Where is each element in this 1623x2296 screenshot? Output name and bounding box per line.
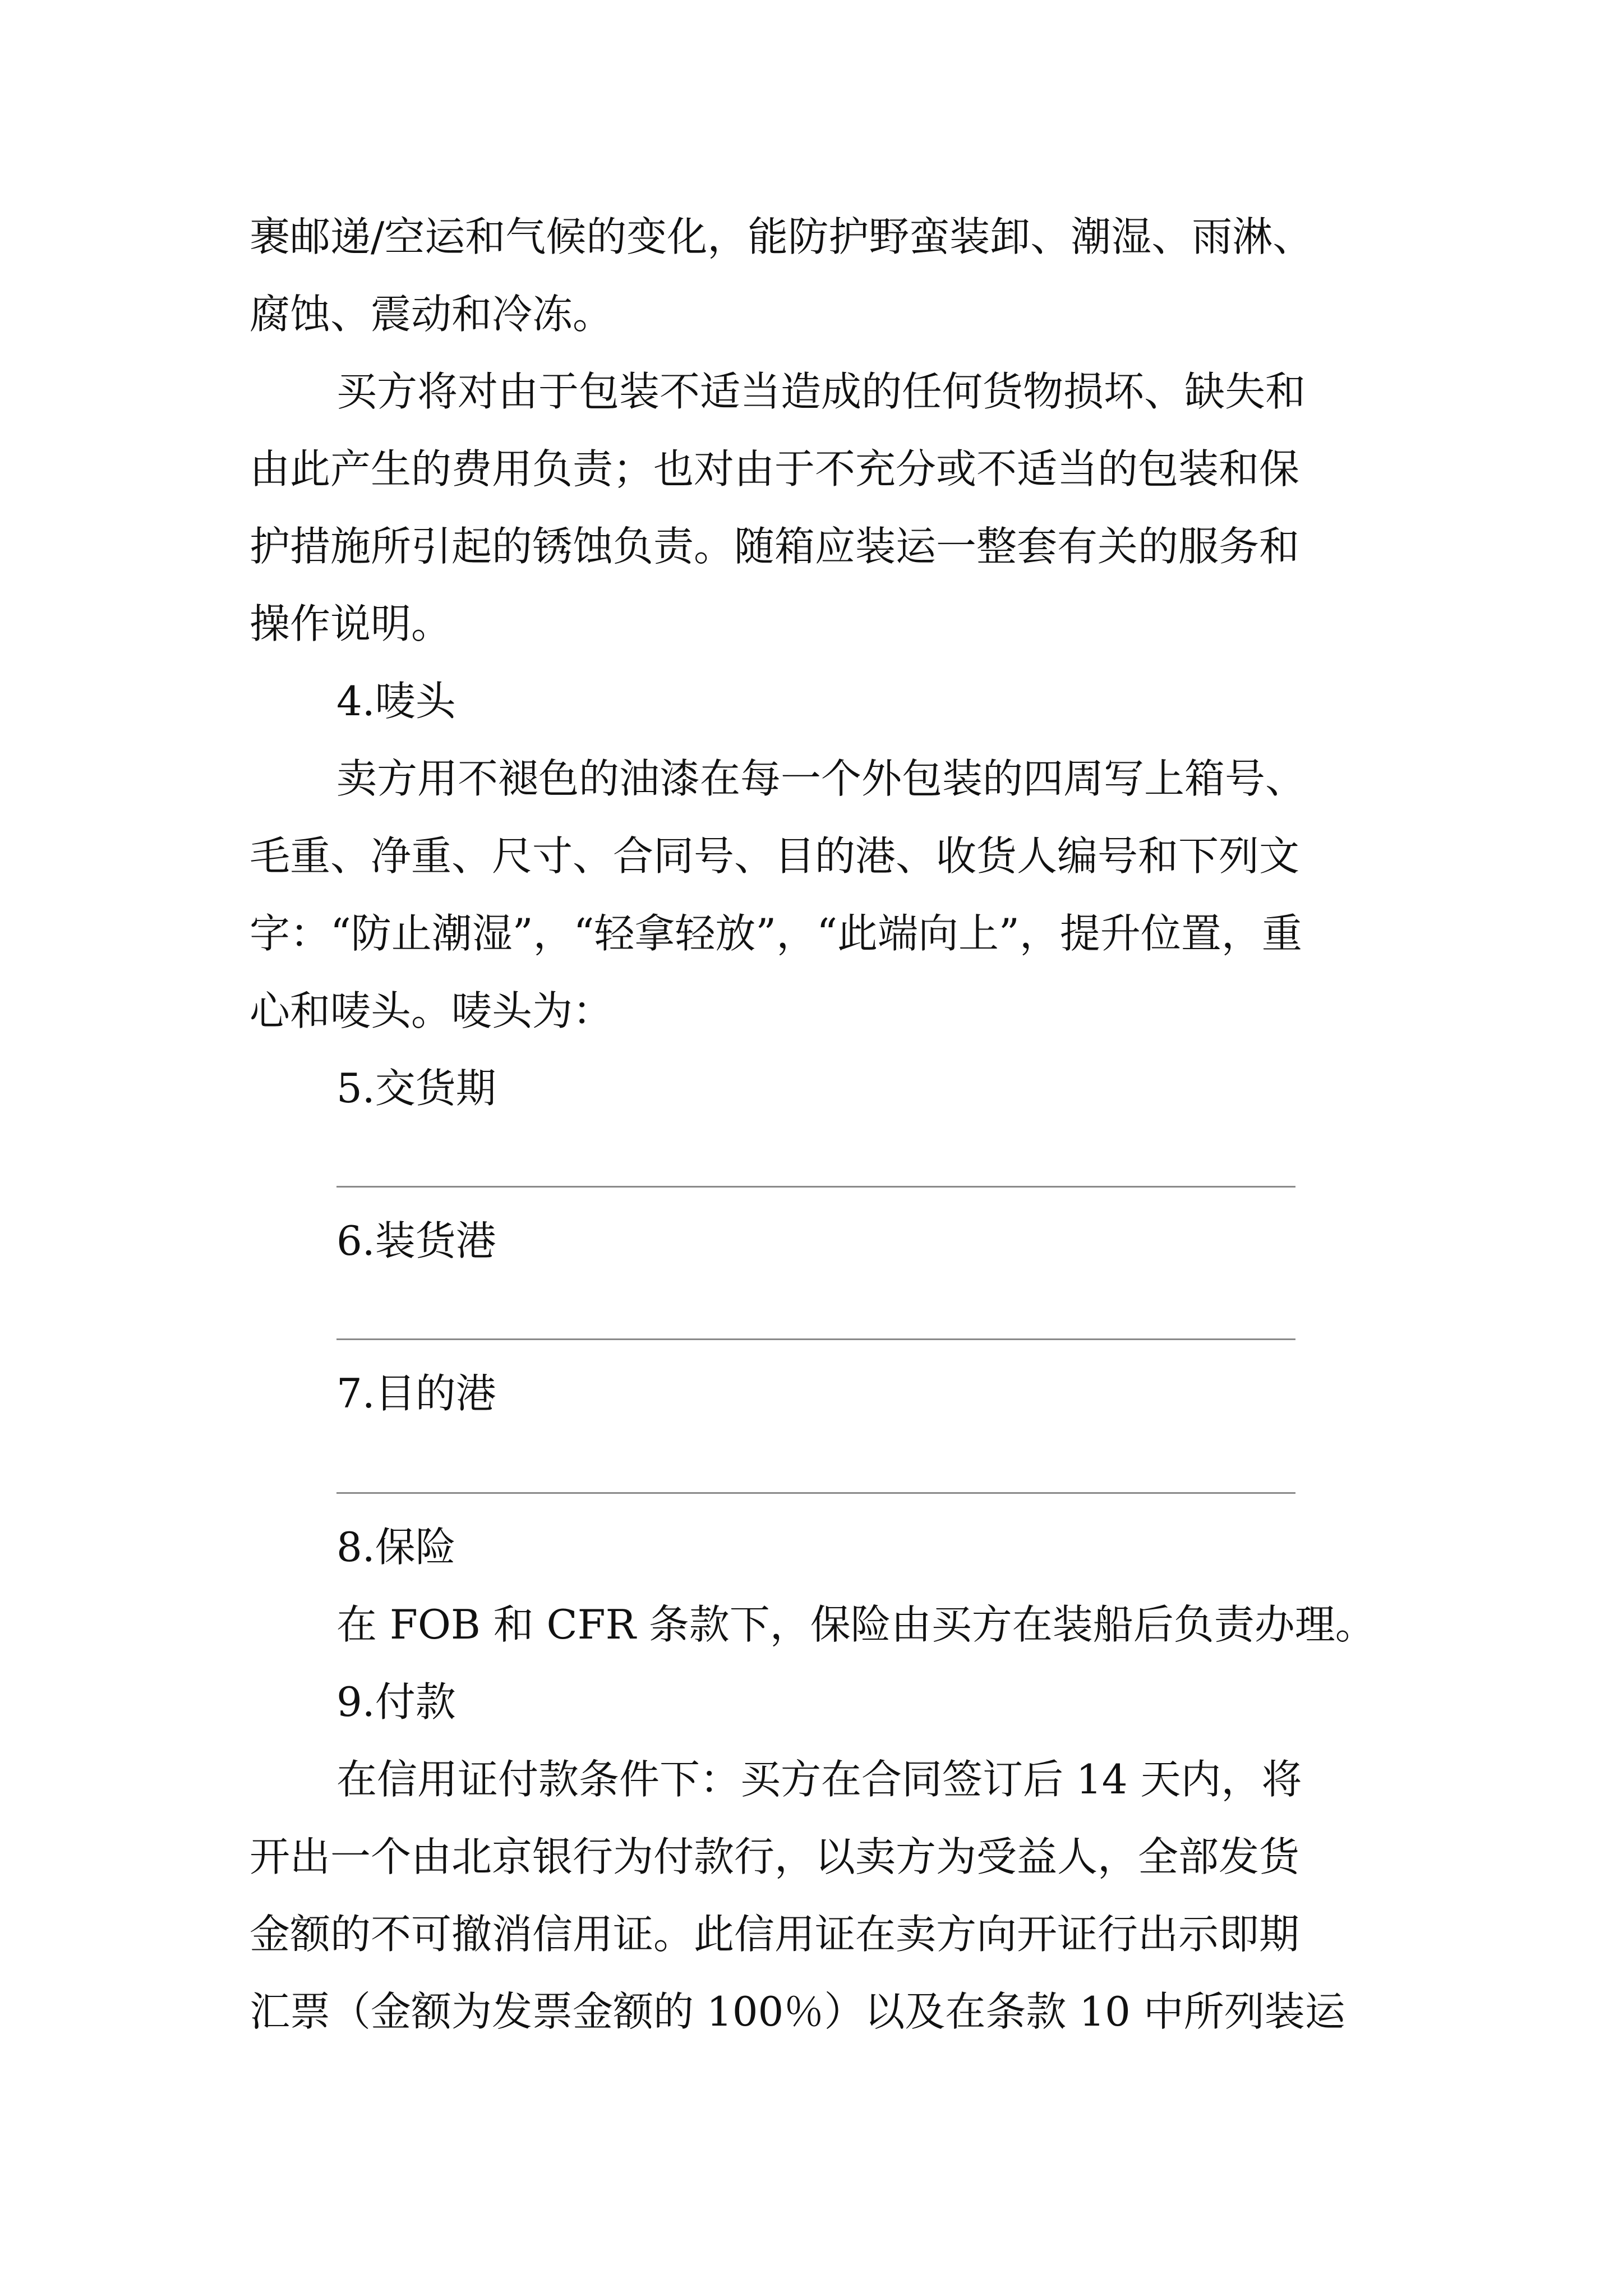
text-line: 在信用证付款条件下：买方在合同签订后 14 天内，将	[336, 1756, 1302, 1803]
text-line: 开出一个由北京银行为付款行，以卖方为受益人，全部发货	[250, 1833, 1300, 1880]
text-line: 腐蚀、震动和冷冻。	[250, 291, 614, 338]
section-heading: 4.唛头	[336, 678, 456, 725]
text-line: 毛重、净重、尺寸、合同号、目的港、收货人编号和下列文	[250, 832, 1300, 880]
text-line: 裹邮递/空运和气候的变化，能防护野蛮装卸、潮湿、雨淋、	[250, 213, 1313, 260]
text-line: 买方将对由于包装不适当造成的任何货物损坏、缺失和	[336, 368, 1306, 415]
blank-fill-line	[336, 1338, 1295, 1340]
text-line: 在 FOB 和 CFR 条款下，保险由买方在装船后负责办理。	[336, 1601, 1376, 1648]
text-line: 由此产生的费用负责；也对由于不充分或不适当的包装和保	[250, 445, 1300, 493]
text-line: 汇票（金额为发票金额的 100％）以及在条款 10 中所列装运	[250, 1988, 1345, 2035]
text-line: 护措施所引起的锈蚀负责。随箱应装运一整套有关的服务和	[250, 523, 1300, 570]
text-line: 操作说明。	[250, 600, 452, 647]
section-heading: 5.交货期	[336, 1065, 496, 1112]
blank-fill-line	[336, 1186, 1295, 1188]
text-line: 心和唛头。唛头为：	[250, 987, 614, 1034]
text-line: 卖方用不褪色的油漆在每一个外包装的四周写上箱号、	[336, 755, 1306, 802]
section-heading: 6.装货港	[336, 1217, 496, 1264]
section-heading: 7.目的港	[336, 1370, 496, 1417]
blank-fill-line	[336, 1492, 1295, 1494]
text-line: 字：“防止潮湿”，“轻拿轻放”，“此端向上”，提升位置，重	[250, 910, 1302, 957]
section-heading: 9.付款	[336, 1678, 456, 1726]
section-heading: 8.保险	[336, 1524, 456, 1571]
text-line: 金额的不可撤消信用证。此信用证在卖方向开证行出示即期	[250, 1911, 1300, 1958]
